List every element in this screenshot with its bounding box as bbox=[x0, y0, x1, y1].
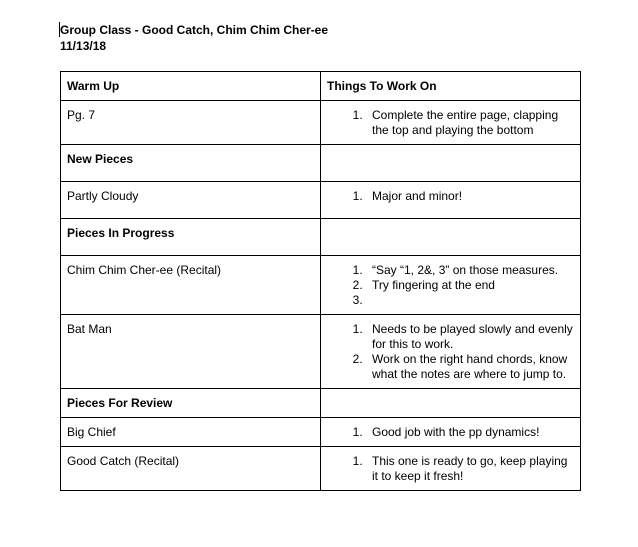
table-row bbox=[61, 256, 581, 315]
piece-cell[interactable]: Chim Chim Cher-ee (Recital) bbox=[61, 256, 321, 315]
notes-cell[interactable] bbox=[321, 101, 581, 145]
document-header bbox=[60, 22, 328, 54]
empty-cell[interactable] bbox=[321, 145, 581, 182]
section-cell-new-pieces[interactable]: New Pieces bbox=[61, 145, 321, 182]
piece-cell[interactable]: Partly Cloudy bbox=[61, 182, 321, 219]
table-row bbox=[61, 101, 581, 145]
table-row bbox=[61, 182, 581, 219]
section-cell-pieces-for-review[interactable]: Pieces For Review bbox=[61, 389, 321, 418]
note-item bbox=[366, 293, 574, 308]
note-item: 1. Needs to be played slowly and evenly for this to work. bbox=[366, 322, 574, 352]
piece-cell[interactable]: Big Chief bbox=[61, 418, 321, 447]
section-row bbox=[61, 389, 581, 418]
notes-cell[interactable] bbox=[321, 256, 581, 315]
table-row bbox=[61, 447, 581, 491]
notes-list bbox=[327, 108, 574, 138]
piece-cell[interactable]: Bat Man bbox=[61, 315, 321, 389]
piece-cell[interactable]: Good Catch (Recital) bbox=[61, 447, 321, 491]
notes-cell[interactable] bbox=[321, 315, 581, 389]
notes-list bbox=[327, 454, 574, 484]
lesson-table bbox=[60, 71, 581, 491]
notes-list bbox=[327, 189, 574, 204]
table-header-row bbox=[61, 72, 581, 101]
note-item: 1. Complete the entire page, clapping the top and playing the bottom bbox=[366, 108, 574, 138]
note-item: 1. This one is ready to go, keep playing it to keep it fresh! bbox=[366, 454, 574, 484]
note-item: 1. Good job with the pp dynamics! bbox=[366, 425, 574, 440]
note-item: 1. “Say “1, 2&, 3” on those measures. bbox=[366, 263, 574, 278]
header-cell-warm-up[interactable]: Warm Up bbox=[61, 72, 321, 101]
document-date[interactable]: 11/13/18 bbox=[60, 39, 107, 53]
document-title[interactable]: Group Class - Good Catch, Chim Chim Cher-ee bbox=[60, 23, 329, 37]
notes-list bbox=[327, 425, 574, 440]
notes-list bbox=[327, 322, 574, 382]
section-cell-pieces-in-progress[interactable]: Pieces In Progress bbox=[61, 219, 321, 256]
section-row bbox=[61, 219, 581, 256]
note-item: 1. Major and minor! bbox=[366, 189, 574, 204]
notes-cell[interactable] bbox=[321, 182, 581, 219]
note-item: 2. Work on the right hand chords, know what the notes are where to jump to. bbox=[366, 352, 574, 382]
section-row bbox=[61, 145, 581, 182]
piece-cell[interactable]: Pg. 7 bbox=[61, 101, 321, 145]
empty-cell[interactable] bbox=[321, 389, 581, 418]
notes-cell[interactable] bbox=[321, 418, 581, 447]
header-cell-things-to-work-on[interactable]: Things To Work On bbox=[321, 72, 581, 101]
table-row bbox=[61, 315, 581, 389]
notes-list bbox=[327, 263, 574, 308]
notes-cell[interactable] bbox=[321, 447, 581, 491]
note-item: 2. Try fingering at the end bbox=[366, 278, 574, 293]
table-row bbox=[61, 418, 581, 447]
empty-cell[interactable] bbox=[321, 219, 581, 256]
